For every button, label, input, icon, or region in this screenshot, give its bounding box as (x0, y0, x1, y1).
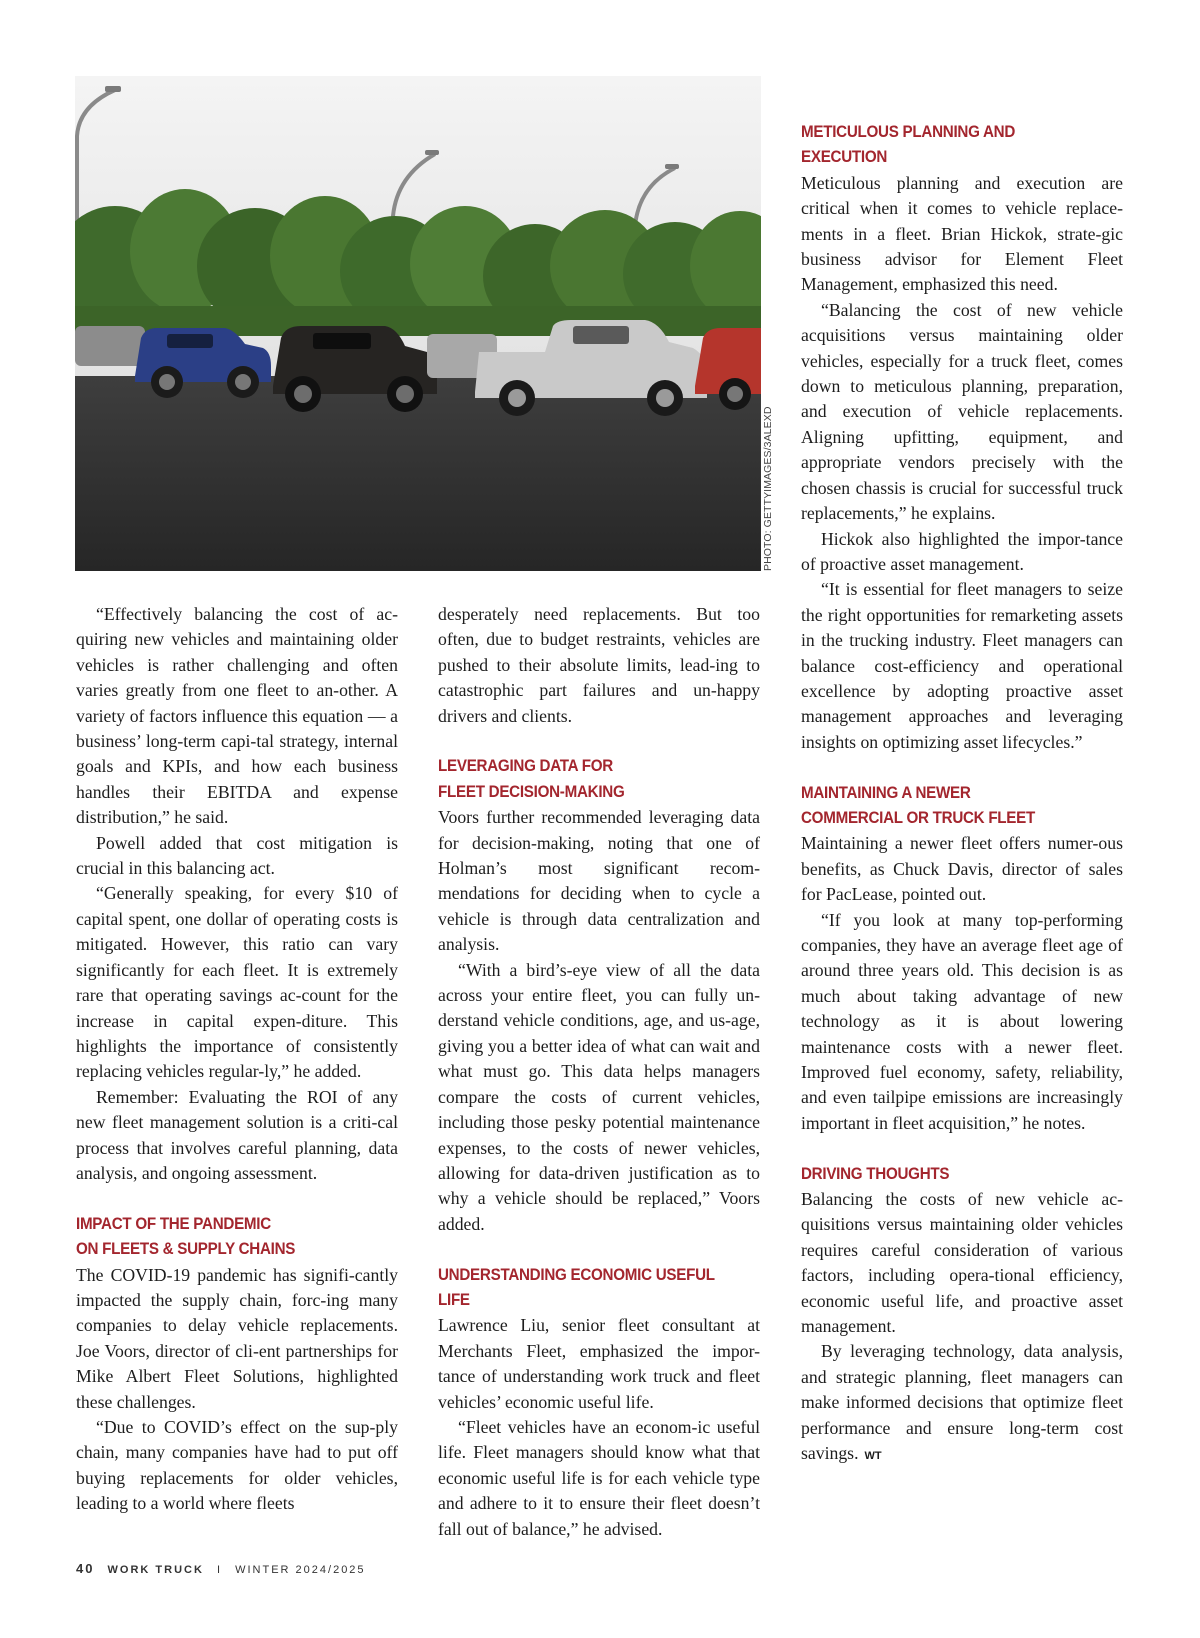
paragraph: “Effectively balancing the cost of ac-quiring new vehicles and maintaining older vehicles is rather challenging and often varies greatly from one fleet to an-other. A variety of factors influence this equation — a business’ long-term capi-tal strategy, internal goals and KPIs, and how each business handles their EBITDA and expense distribution,” he said. (76, 604, 398, 828)
paragraph: “If you look at many top-performing companies, they have an average fleet age of around three years old. This decision is as much about taking advantage of new technology as it is about lowering maintenance costs with a newer fleet. Improved fuel economy, safety, reliability, and even tailpipe emissions are increasingly important in fleet acquisition,” he notes. (801, 909, 1123, 1133)
paragraph: Balancing the costs of new vehicle ac-quisitions versus maintaining older vehicles requires careful consideration of various factors, including opera-tional efficiency, economic useful life, and proactive asset management. (801, 1189, 1123, 1337)
section-heading: DRIVING THOUGHTS (801, 1164, 950, 1183)
paragraph (801, 1339, 1123, 1469)
paragraph: “Due to COVID’s effect on the sup-ply chain, many companies have had to put off buying replacements for older vehicles, leading to a world where fleets (76, 1416, 398, 1514)
paragraph: desperately need replacements. But too often, due to budget restraints, vehicles are pushed to their absolute limits, lead-ing to catastrophic part failures and un-happy drivers and clients. (438, 604, 760, 726)
paragraph: “Fleet vehicles have an econom-ic useful life. Fleet managers should know what that economic useful life is for each vehicle type and adhere to it to ensure their fleet doesn’t fall out of balance,” he advised. (438, 1416, 760, 1539)
section-heading: UNDERSTANDING ECONOMIC USEFUL LIFE (438, 1265, 715, 1309)
paragraph: The COVID-19 pandemic has signifi-cantly impacted the supply chain, forc-ing many companies to delay vehicle replacements. Joe Voors, director of cli-ent partnerships for Mike Albert Fleet Solutions, highlighted these challenges. (76, 1264, 398, 1412)
column-2 (438, 602, 760, 1542)
paragraph: Hickok also highlighted the impor-tance of proactive asset management. (801, 528, 1123, 574)
issue-date: WINTER 2024/2025 (235, 1564, 366, 1576)
section-heading: FLEET DECISION-MAKING (438, 782, 625, 801)
paragraph-text: By leveraging technology, data analysis, and strategic planning, fleet managers can make informed decisions that optimize fleet performance and ensure long-term cost savings. (801, 1341, 1123, 1464)
section-heading: ON FLEETS & SUPPLY CHAINS (76, 1240, 296, 1259)
column-1 (76, 602, 398, 1517)
hero-photo (75, 76, 761, 571)
paragraph: Remember: Evaluating the ROI of any new fleet management solution is a criti-cal process that involves careful planning, data analysis, and ongoing assessment. (76, 1086, 398, 1183)
paragraph: Voors further recommended leveraging data for decision-making, noting that one of Holman’s most significant recom-mendations for deciding when to cycle a vehicle is through data centralization and analysis. (438, 807, 760, 955)
end-mark: WT (864, 1450, 882, 1463)
section-heading: COMMERCIAL OR TRUCK FLEET (801, 808, 1036, 827)
magazine-name: WORK TRUCK (107, 1564, 204, 1576)
paragraph: Meticulous planning and execution are critical when it comes to vehicle replace-ments in a fleet. Brian Hickok, strate-gic business advisor for Element Fleet Management, emphasized this need. (801, 172, 1123, 295)
paragraph: Lawrence Liu, senior fleet consultant at Merchants Fleet, emphasized the impor-tance of understanding work truck and fleet vehicles’ economic useful life. (438, 1315, 760, 1412)
section-heading: MAINTAINING A NEWER (801, 783, 971, 802)
paragraph: “It is essential for fleet managers to seize the right opportunities for remarketing assets in the trucking industry. Fleet managers can balance cost-efficiency and operational excellence by adopting proactive asset management approaches and leveraging insights on optimizing asset lifecycles.” (801, 579, 1123, 752)
paragraph: “With a bird’s-eye view of all the data across your entire fleet, you can fully un-derstand vehicle conditions, age, and us-age, giving you a better idea of what can wait and what must go. This data helps managers compare the costs of current vehicles, including those pesky potential maintenance expenses, to the costs of newer vehicles, allowing for data-driven justification as to why a vehicle should be replaced,” Voors added. (438, 959, 760, 1234)
section-heading: IMPACT OF THE PANDEMIC (76, 1214, 271, 1233)
footer-separator: I (216, 1564, 223, 1576)
trucks-illustration (75, 76, 761, 571)
paragraph: “Generally speaking, for every $10 of capital spent, one dollar of operating costs is mitigated. However, this ratio can vary significantly for each fleet. It is extremely rare that operating savings ac-count for the increase in capital expen-diture. This highlights the importance of consistently replacing vehicles regular-ly,” he added. (76, 883, 398, 1082)
photo-credit: PHOTO: GETTYIMAGES/3ALEXD (762, 406, 774, 571)
page-number: 40 (76, 1561, 95, 1576)
column-3 (801, 120, 1123, 1470)
paragraph: Maintaining a newer fleet offers numer-ous benefits, as Chuck Davis, director of sales for PacLease, pointed out. (801, 833, 1123, 905)
paragraph: Powell added that cost mitigation is crucial in this balancing act. (76, 832, 398, 879)
section-heading: LEVERAGING DATA FOR (438, 757, 613, 776)
section-heading: METICULOUS PLANNING AND EXECUTION (801, 123, 1016, 167)
page-footer (76, 1561, 366, 1576)
paragraph: “Balancing the cost of new vehicle acquisitions versus maintaining older vehicles, especially for a truck fleet, comes down to meticulous planning, preparation, and execution of vehicle replacements. Aligning upfitting, equipment, and appropriate vendors precisely with the chosen chassis is crucial for successful truck replacements,” he explains. (801, 299, 1123, 524)
